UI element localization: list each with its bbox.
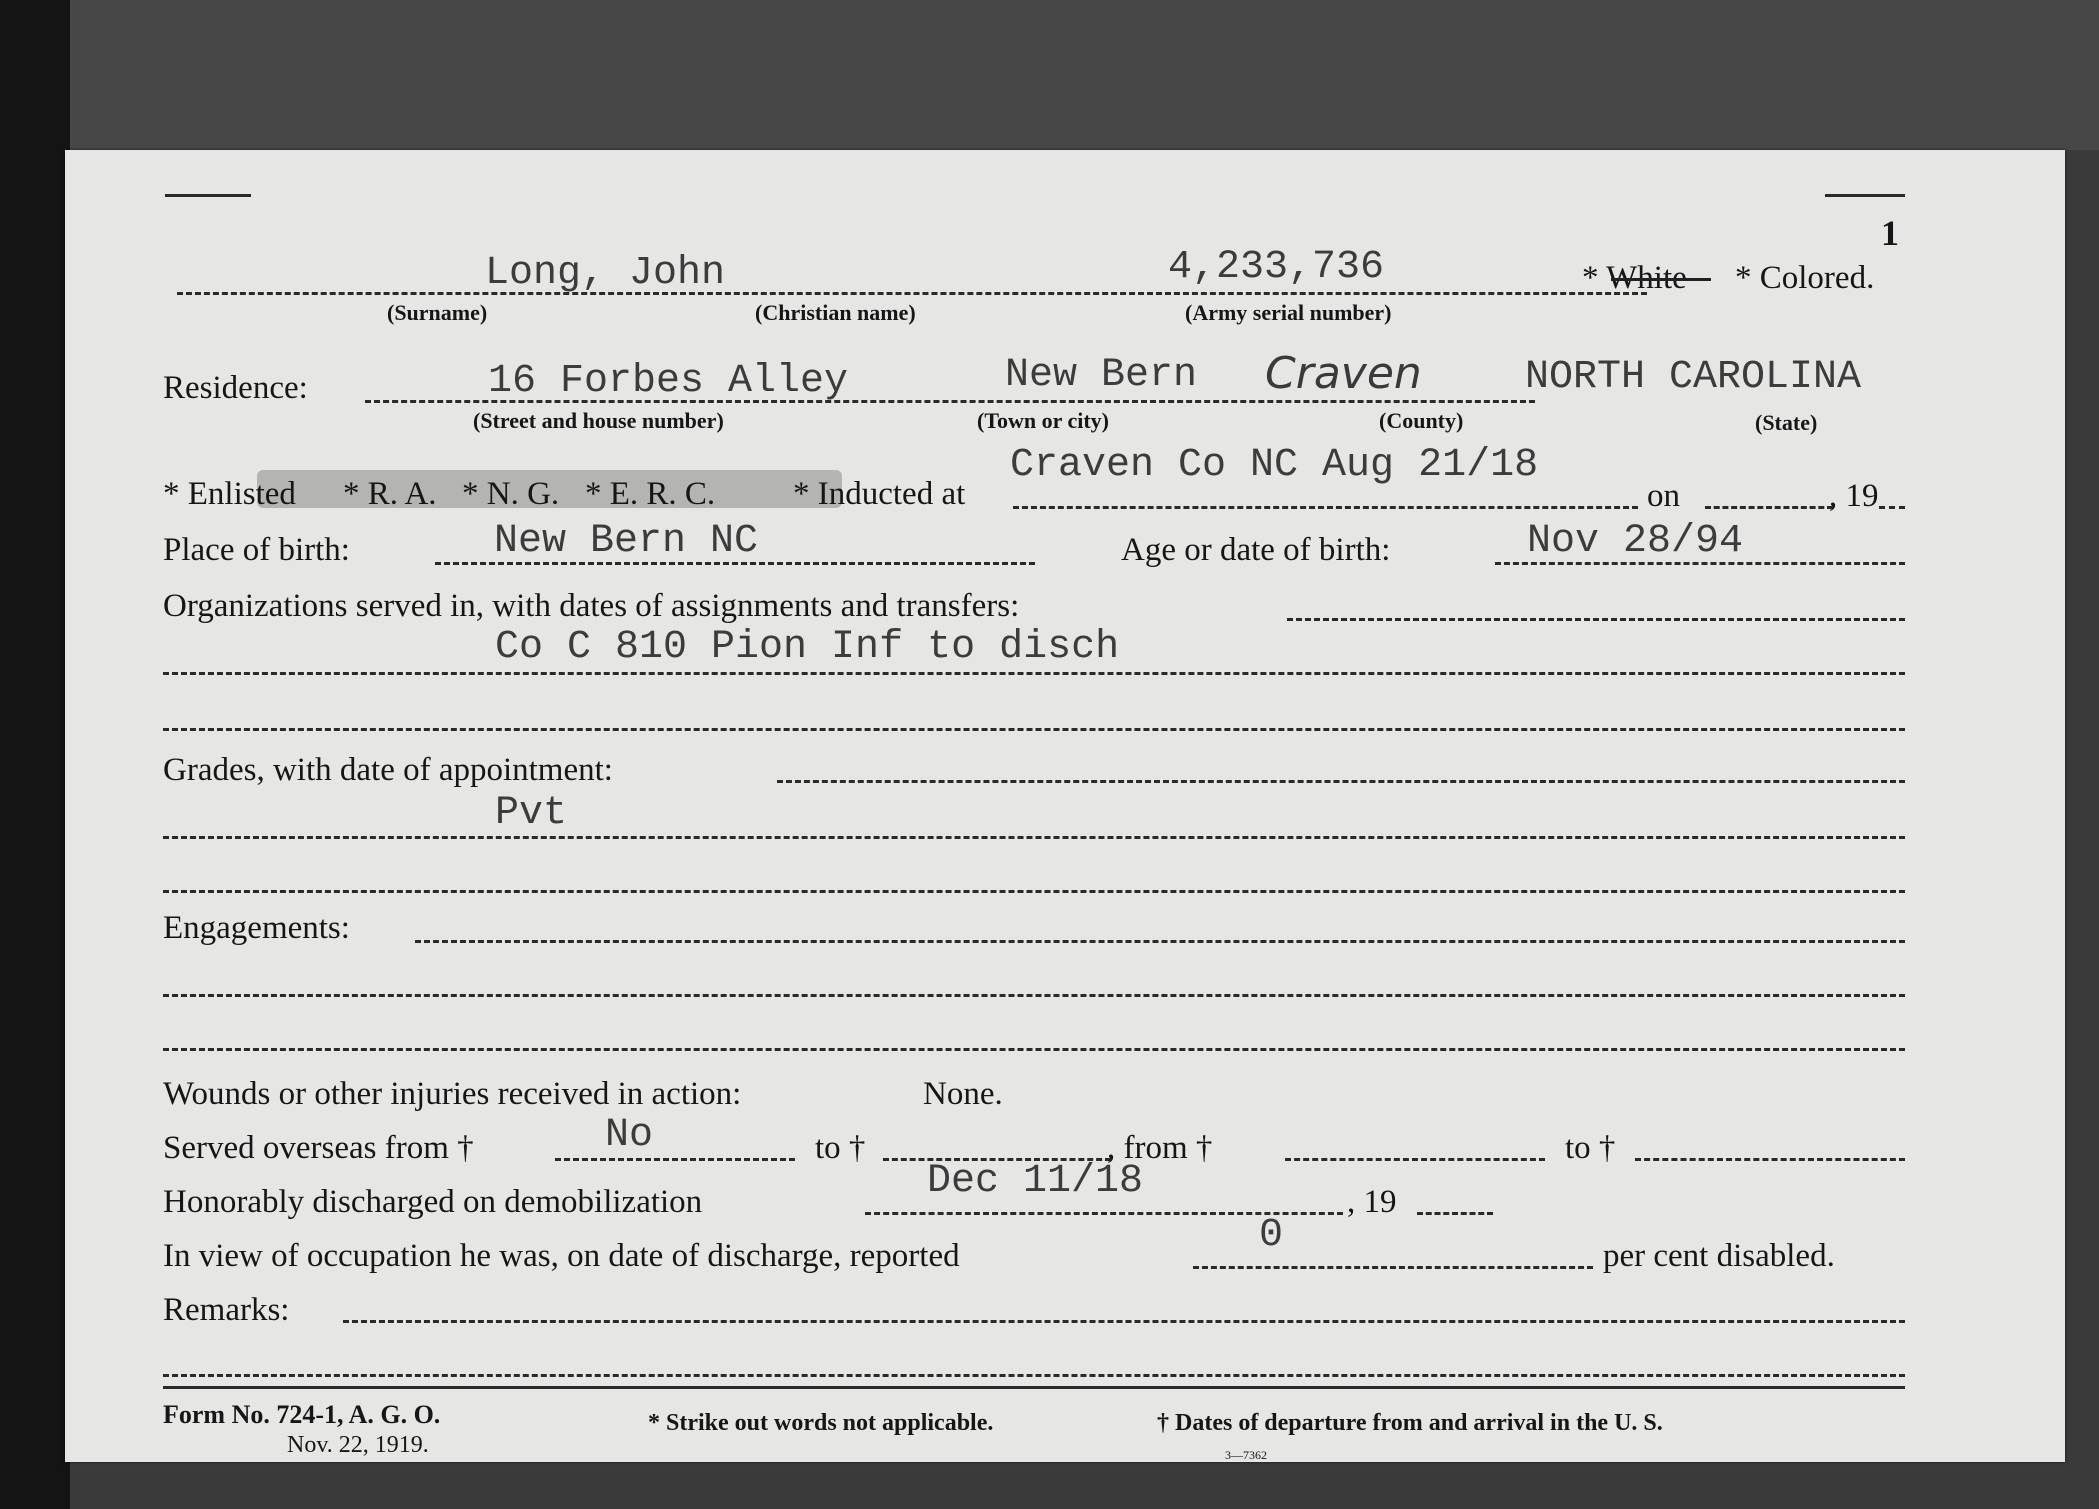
residence-county: Craven bbox=[1265, 348, 1422, 399]
inducted-date-line bbox=[1705, 506, 1833, 509]
inducted-line bbox=[1013, 506, 1638, 509]
residence-town: New Bern bbox=[1005, 353, 1198, 398]
remarks-label: Remarks: bbox=[163, 1292, 290, 1328]
overseas-to-label-1: to † bbox=[815, 1130, 866, 1166]
background-dark-left bbox=[0, 0, 70, 1509]
overseas-to-line-2 bbox=[1635, 1158, 1905, 1161]
enlisted-label: * Enlisted bbox=[163, 476, 296, 512]
remarks-line-2 bbox=[163, 1374, 1905, 1377]
grades-value: Pvt bbox=[495, 791, 568, 836]
overseas-to-label-2: to † bbox=[1565, 1130, 1616, 1166]
organizations-line-2 bbox=[163, 672, 1905, 675]
birth-age-label: Age or date of birth: bbox=[1121, 532, 1391, 568]
race-white-strike bbox=[1611, 278, 1711, 281]
discharge-value: Dec 11/18 bbox=[927, 1159, 1144, 1204]
serial-typed: 4,233,736 bbox=[1168, 245, 1385, 290]
grades-line-3 bbox=[163, 890, 1905, 893]
inducted-year-label: , 19 bbox=[1829, 478, 1879, 514]
overseas-from-value: No bbox=[605, 1113, 654, 1158]
engagements-line-2 bbox=[163, 994, 1905, 997]
organizations-label: Organizations served in, with dates of assignments and transfers: bbox=[163, 588, 1020, 624]
serial-caption: (Army serial number) bbox=[1185, 300, 1392, 325]
inducted-year-line bbox=[1879, 506, 1905, 509]
overseas-label: Served overseas from † bbox=[163, 1130, 474, 1166]
inducted-on-label: on bbox=[1647, 478, 1680, 514]
ra-label: * R. A. bbox=[343, 476, 437, 512]
grades-label: Grades, with date of appointment: bbox=[163, 752, 613, 788]
county-caption: (County) bbox=[1379, 408, 1464, 433]
engagements-line-1 bbox=[415, 940, 1905, 943]
engagements-line-3 bbox=[163, 1048, 1905, 1051]
disability-value: 0 bbox=[1259, 1213, 1284, 1258]
print-code: 3—7362 bbox=[1225, 1448, 1267, 1462]
page-number: 1 bbox=[1881, 213, 1899, 253]
birth-place-value: New Bern NC bbox=[494, 519, 759, 564]
name-line bbox=[177, 292, 1647, 295]
background-top bbox=[70, 0, 2099, 150]
engagements-label: Engagements: bbox=[163, 910, 350, 946]
overseas-from-line bbox=[555, 1158, 795, 1161]
ng-label: * N. G. bbox=[462, 476, 560, 512]
overseas-from-label-2: , from † bbox=[1107, 1130, 1213, 1166]
corner-rule-right bbox=[1825, 194, 1905, 197]
christian-name-caption: (Christian name) bbox=[755, 300, 916, 325]
residence-state: NORTH CAROLINA bbox=[1525, 355, 1862, 400]
discharge-year-line bbox=[1417, 1212, 1493, 1215]
overseas-from-line-2 bbox=[1285, 1158, 1545, 1161]
organizations-line-3 bbox=[163, 728, 1905, 731]
corner-rule-left bbox=[165, 194, 251, 197]
residence-label: Residence: bbox=[163, 370, 308, 406]
footer-rule bbox=[163, 1386, 1905, 1389]
discharge-year-label: , 19 bbox=[1347, 1184, 1397, 1220]
erc-label: * E. R. C. bbox=[585, 476, 716, 512]
wounds-label: Wounds or other injuries received in action: bbox=[163, 1076, 742, 1112]
service-record-card bbox=[65, 150, 2065, 1462]
inducted-label: * Inducted at bbox=[793, 476, 966, 512]
strike-note: * Strike out words not applicable. bbox=[648, 1410, 994, 1436]
birth-age-value: Nov 28/94 bbox=[1527, 519, 1744, 564]
inducted-value: Craven Co NC Aug 21/18 bbox=[1010, 443, 1539, 488]
disability-suffix: per cent disabled. bbox=[1603, 1238, 1835, 1274]
race-white-label: * White bbox=[1582, 260, 1687, 296]
wounds-value: None. bbox=[923, 1076, 1003, 1112]
organizations-value: Co C 810 Pion Inf to disch bbox=[495, 625, 1120, 670]
birth-place-label: Place of birth: bbox=[163, 532, 350, 568]
organizations-line-1 bbox=[1287, 618, 1905, 621]
disability-label: In view of occupation he was, on date of discharge, reported bbox=[163, 1238, 960, 1274]
disability-line bbox=[1193, 1266, 1593, 1269]
street-caption: (Street and house number) bbox=[473, 408, 724, 433]
dates-note: † Dates of departure from and arrival in the U. S. bbox=[1157, 1410, 1663, 1436]
name-typed: Long, John bbox=[485, 251, 726, 296]
race-colored-label: * Colored. bbox=[1735, 260, 1875, 296]
discharge-label: Honorably discharged on demobilization bbox=[163, 1184, 703, 1220]
state-caption: (State) bbox=[1755, 410, 1818, 435]
grades-line-2 bbox=[163, 836, 1905, 839]
remarks-line-1 bbox=[343, 1320, 1905, 1323]
town-caption: (Town or city) bbox=[977, 408, 1109, 433]
grades-line-1 bbox=[777, 780, 1905, 783]
residence-street: 16 Forbes Alley bbox=[488, 359, 849, 404]
surname-caption: (Surname) bbox=[387, 300, 488, 325]
form-date: Nov. 22, 1919. bbox=[287, 1432, 429, 1458]
form-number: Form No. 724-1, A. G. O. bbox=[163, 1400, 441, 1429]
